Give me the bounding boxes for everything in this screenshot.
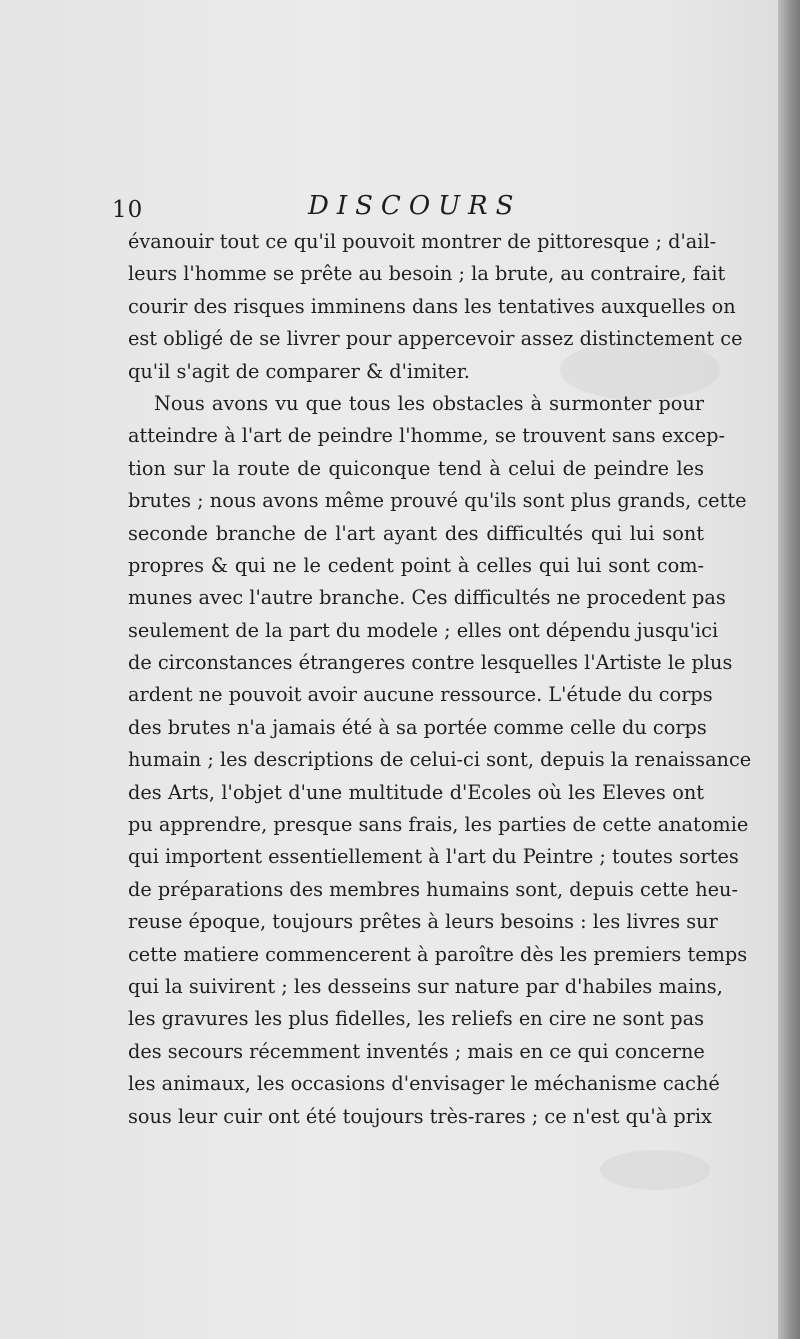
text-line: reuse époque, toujours prêtes à leurs besoins : les livres sur xyxy=(128,910,718,934)
text-line: Nous avons vu que tous les obstacles à surmonter pour xyxy=(154,391,704,415)
body-text xyxy=(128,226,752,1133)
page-edge-shadow xyxy=(778,0,800,1339)
text-line: des Arts, l'objet d'une multitude d'Ecoles où les Eleves ont xyxy=(128,780,704,804)
text-line: leurs l'homme se prête au besoin ; la brute, au contraire, fait xyxy=(128,262,726,286)
text-line: brutes ; nous avons même prouvé qu'ils sont plus grands, cette xyxy=(128,489,747,513)
text-line: de circonstances étrangeres contre lesquelles l'Artiste le plus xyxy=(128,651,733,675)
text-line: cette matiere commencerent à paroître dès les premiers temps xyxy=(128,942,748,966)
text-line: qui importent essentiellement à l'art du Peintre ; toutes sortes xyxy=(128,845,739,869)
text-line: des secours récemment inventés ; mais en ce qui concerne xyxy=(128,1039,705,1063)
text-line: évanouir tout ce qu'il pouvoit montrer de pittoresque ; d'ail- xyxy=(128,230,717,253)
text-line: courir des risques imminens dans les tentatives auxquelles on xyxy=(128,294,736,318)
text-line: est obligé de se livrer pour appercevoir assez distinctement ce xyxy=(128,327,743,351)
text-line: qu'il s'agit de comparer & d'imiter. xyxy=(128,359,470,383)
text-line: des brutes n'a jamais été à sa portée comme celle du corps xyxy=(128,715,707,739)
text-line: seulement de la part du modele ; elles ont dépendu jusqu'ici xyxy=(128,618,719,642)
text-line: les gravures les plus fidelles, les reliefs en cire ne sont pas xyxy=(128,1007,704,1031)
page-number: 10 xyxy=(112,197,144,223)
text-line: ardent ne pouvoit avoir aucune ressource. L'étude du corps xyxy=(128,683,713,707)
text-line: humain ; les descriptions de celui-ci sont, depuis la renaissance xyxy=(128,748,752,772)
text-line: de préparations des membres humains sont, depuis cette heu- xyxy=(128,877,738,901)
text-line: propres & qui ne le cedent point à celles qui lui sont com- xyxy=(128,553,704,577)
text-line: sous leur cuir ont été toujours très-rares ; ce n'est qu'à prix xyxy=(128,1104,712,1128)
running-head: DISCOURS xyxy=(308,191,522,221)
text-line: atteindre à l'art de peindre l'homme, se trouvent sans excep- xyxy=(128,424,726,448)
page-header xyxy=(112,191,712,227)
text-line: munes avec l'autre branche. Ces difficultés ne procedent pas xyxy=(128,586,726,610)
text-line: tion sur la route de quiconque tend à celui de peindre les xyxy=(128,456,704,480)
text-line: pu apprendre, presque sans frais, les parties de cette anatomie xyxy=(128,813,749,837)
text-line: les animaux, les occasions d'envisager le méchanisme caché xyxy=(128,1072,720,1096)
text-line: seconde branche de l'art ayant des difficultés qui lui sont xyxy=(128,521,704,545)
text-line: qui la suivirent ; les desseins sur nature par d'habiles mains, xyxy=(128,974,723,998)
bleed-through-stain xyxy=(600,1150,710,1190)
